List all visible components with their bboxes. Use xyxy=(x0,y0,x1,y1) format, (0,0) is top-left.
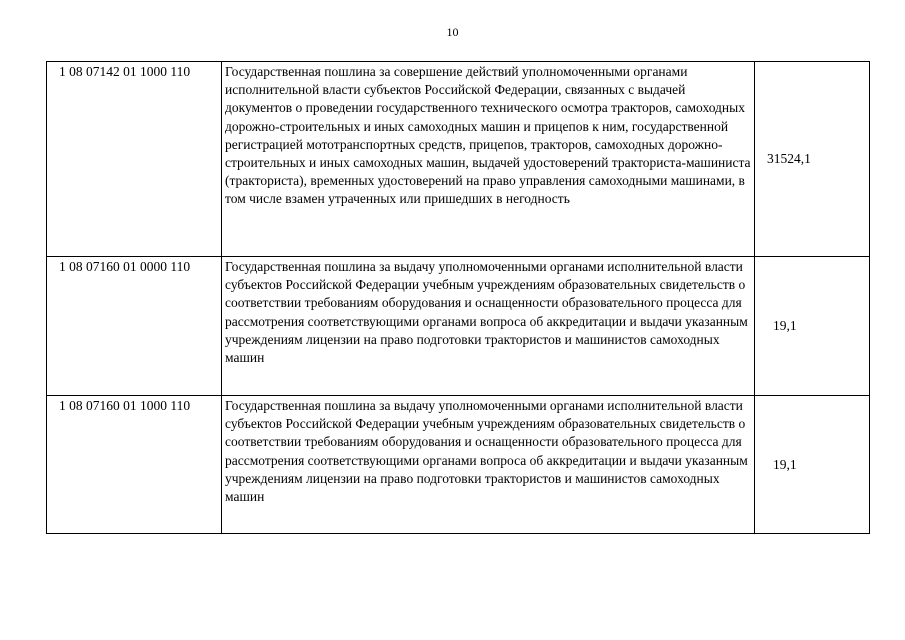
page-number: 10 xyxy=(446,25,459,39)
budget-table xyxy=(46,61,870,534)
budget-code-cell: 1 08 07142 01 1000 110 xyxy=(47,62,222,257)
amount-cell: 31524,1 xyxy=(755,62,870,257)
table-row xyxy=(47,257,870,396)
amount-cell: 19,1 xyxy=(755,396,870,534)
revenue-name-cell: Государственная пошлина за совершение действий уполномоченными органами исполнительной власти субъектов Российской Федерации, связанных с выдачей документов о проведении государственного технического осмотра тракторов, самоходных дорожно-строительных и иных самоходных машин и прицепов к ним, государственной регистрацией мототранспортных средств, прицепов, тракторов, самоходных дорожно-строительных и иных самоходных машин, выдачей удостоверений тракториста-машиниста (тракториста), временных удостоверений на право управления самоходными машинами, в том числе взамен утраченных или пришедших в негодность xyxy=(222,62,755,257)
amount-cell: 19,1 xyxy=(755,257,870,396)
table-row xyxy=(47,396,870,534)
revenue-name-cell: Государственная пошлина за выдачу уполномоченными органами исполнительной власти субъектов Российской Федерации учебным учреждениям образовательных свидетельств о соответствии требованиям оборудования и оснащенности образовательного процесса для рассмотрения соответствующими органами вопроса об аккредитации и выдачи указанным учреждениям лицензии на право подготовки трактористов и машинистов самоходных машин xyxy=(222,396,755,534)
table-row xyxy=(47,62,870,257)
revenue-name-cell: Государственная пошлина за выдачу уполномоченными органами исполнительной власти субъектов Российской Федерации учебным учреждениям образовательных свидетельств о соответствии требованиям оборудования и оснащенности образовательного процесса для рассмотрения соответствующими органами вопроса об аккредитации и выдачи указанным учреждениям лицензии на право подготовки трактористов и машинистов самоходных машин xyxy=(222,257,755,396)
budget-code-cell: 1 08 07160 01 0000 110 xyxy=(47,257,222,396)
budget-code-cell: 1 08 07160 01 1000 110 xyxy=(47,396,222,534)
